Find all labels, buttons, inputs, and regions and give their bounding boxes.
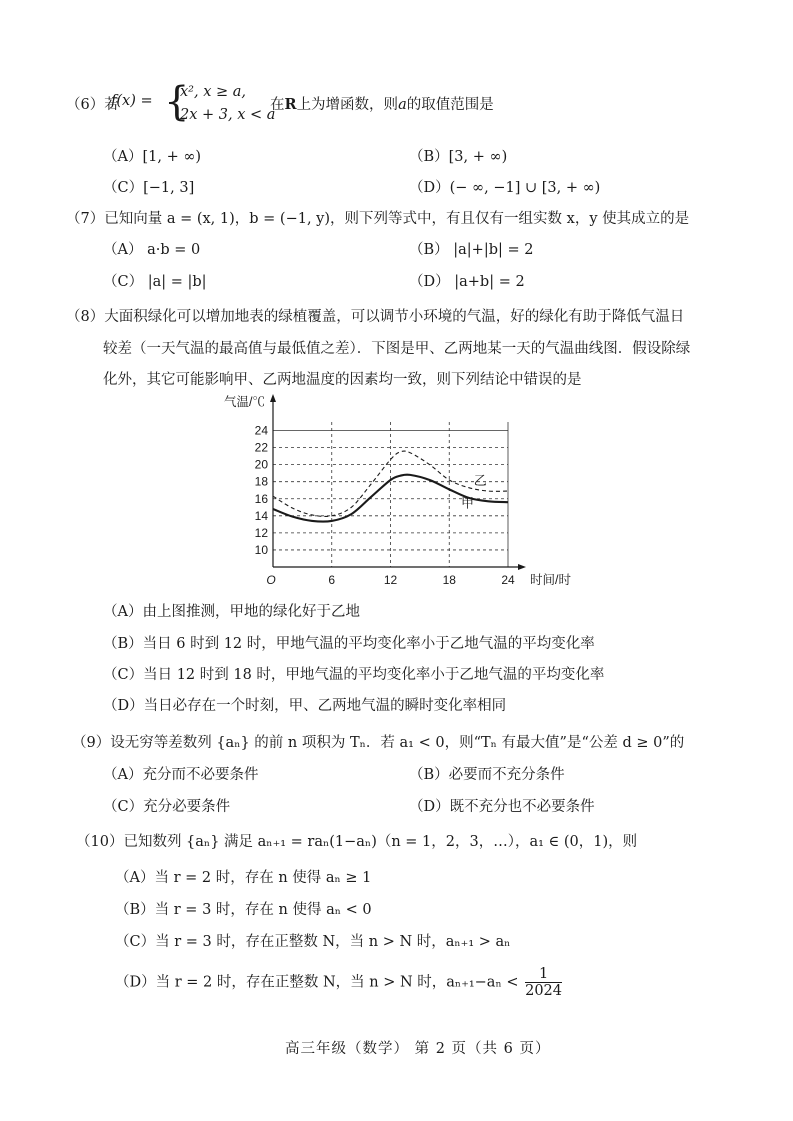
q8-option-c: （C）当日 12 时到 18 时，甲地气温的平均变化率小于乙地气温的平均变化率 — [103, 667, 605, 683]
x-tick-label-12: 12 — [383, 573, 398, 587]
q6-suffix-R: R — [284, 96, 297, 113]
q8-option-d: （D）当日必存在一个时刻，甲、乙两地气温的瞬时变化率相同 — [103, 698, 507, 714]
origin-label: O — [266, 573, 276, 587]
q10-option-d-numerator: 1 — [525, 966, 562, 983]
x-axis-arrow — [518, 564, 526, 570]
y-tick-label-24: 24 — [254, 423, 268, 438]
q6-suffix-a: a — [398, 97, 407, 113]
chart-labels — [224, 394, 571, 587]
q6-suffix-3: 的取值范围是 — [406, 97, 494, 113]
temperature-chart — [215, 392, 595, 592]
q6-case1: x², x ≥ a, — [180, 84, 247, 100]
q7-option-b: （B） |a|+|b| = 2 — [409, 242, 534, 258]
q7-option-c: （C） |a| = |b| — [103, 274, 207, 290]
y-tick-label-14: 14 — [254, 508, 268, 523]
q8-line3: 化外，其它可能影响甲、乙两地温度的因素均一致，则下列结论中错误的是 — [103, 372, 582, 388]
series-label-yi: 乙 — [473, 473, 487, 489]
series-label-jia: 甲 — [461, 495, 475, 511]
q6-func-prefix: f(x) = — [111, 93, 153, 109]
q9-option-a: （A）充分而不必要条件 — [103, 767, 259, 783]
y-tick-label-18: 18 — [254, 474, 268, 489]
q10-option-c: （C）当 r = 3 时，存在正整数 N，当 n > N 时，aₙ₊₁ > aₙ — [115, 934, 511, 950]
y-tick-label-12: 12 — [254, 525, 268, 540]
q9-stem: （9）设无穷等差数列 {aₙ} 的前 n 项积为 Tₙ．若 a₁ < 0，则“Tₙ 有最大值”是“公差 d ≥ 0”的 — [72, 735, 685, 751]
q10-stem: （10）已知数列 {aₙ} 满足 aₙ₊₁ = raₙ(1−aₙ)（n = 1，2，3，…），a₁ ∈ (0，1)，则 — [76, 834, 638, 850]
q6-suffix — [270, 93, 494, 114]
q10-option-d-fraction — [525, 966, 562, 999]
q8-option-a: （A）由上图推测，甲地的绿化好于乙地 — [103, 604, 360, 620]
y-tick-label-22: 22 — [254, 440, 268, 455]
q8-option-b: （B）当日 6 时到 12 时，甲地气温的平均变化率小于乙地气温的平均变化率 — [103, 636, 595, 652]
q6-suffix-1: 在 — [270, 97, 285, 113]
page-footer: 高三年级（数学） 第 2 页（共 6 页） — [285, 1041, 551, 1057]
y-tick-label-20: 20 — [254, 457, 268, 472]
y-axis-arrow — [270, 394, 276, 402]
x-axis-label: 时间/时 — [530, 573, 571, 587]
y-tick-label-16: 16 — [254, 491, 268, 506]
q9-option-b: （B）必要而不充分条件 — [409, 767, 565, 783]
q7-stem: （7）已知向量 a = (x, 1)，b = (−1, y)，则下列等式中，有且仅有一组实数 x，y 使其成立的是 — [66, 211, 690, 227]
q7-option-a: （A） a·b = 0 — [103, 242, 201, 258]
y-axis-label: 气温/℃ — [224, 395, 265, 409]
q7-option-d: （D） |a+b| = 2 — [409, 274, 525, 290]
q10-option-d — [115, 966, 562, 999]
q6-brace: { — [164, 79, 190, 125]
q10-option-d-denominator: 2024 — [525, 983, 563, 999]
q10-option-a: （A）当 r = 2 时，存在 n 使得 aₙ ≥ 1 — [115, 870, 372, 886]
q6-number: （6）若 — [66, 97, 119, 113]
q6-option-c: （C）[−1, 3] — [103, 180, 195, 196]
q6-option-b: （B）[3, + ∞) — [409, 149, 508, 165]
q6-option-a: （A）[1, + ∞) — [103, 149, 202, 165]
q10-option-d-main: （D）当 r = 2 时，存在正整数 N，当 n > N 时，aₙ₊₁−aₙ < — [115, 974, 519, 991]
x-tick-label-6: 6 — [328, 573, 336, 587]
x-tick-label-18: 18 — [442, 573, 456, 587]
x-tick-label-24: 24 — [501, 573, 515, 587]
q8-line1: （8）大面积绿化可以增加地表的绿植覆盖，可以调节小环境的气温，好的绿化有助于降低气温日 — [66, 309, 685, 325]
q6-case2: 2x + 3, x < a — [180, 107, 276, 123]
q9-option-d: （D）既不充分也不必要条件 — [409, 799, 595, 815]
q10-option-b: （B）当 r = 3 时，存在 n 使得 aₙ < 0 — [115, 902, 372, 918]
q6-option-d: （D）(− ∞, −1] ∪ [3, + ∞) — [409, 180, 601, 196]
chart-axes — [270, 394, 526, 570]
y-tick-label-10: 10 — [254, 542, 268, 557]
q9-option-c: （C）充分必要条件 — [103, 799, 231, 815]
q6-suffix-2: 上为增函数，则 — [296, 97, 399, 113]
q8-line2: 较差（一天气温的最高值与最低值之差）．下图是甲、乙两地某一天的气温曲线图．假设除绿 — [103, 341, 691, 357]
